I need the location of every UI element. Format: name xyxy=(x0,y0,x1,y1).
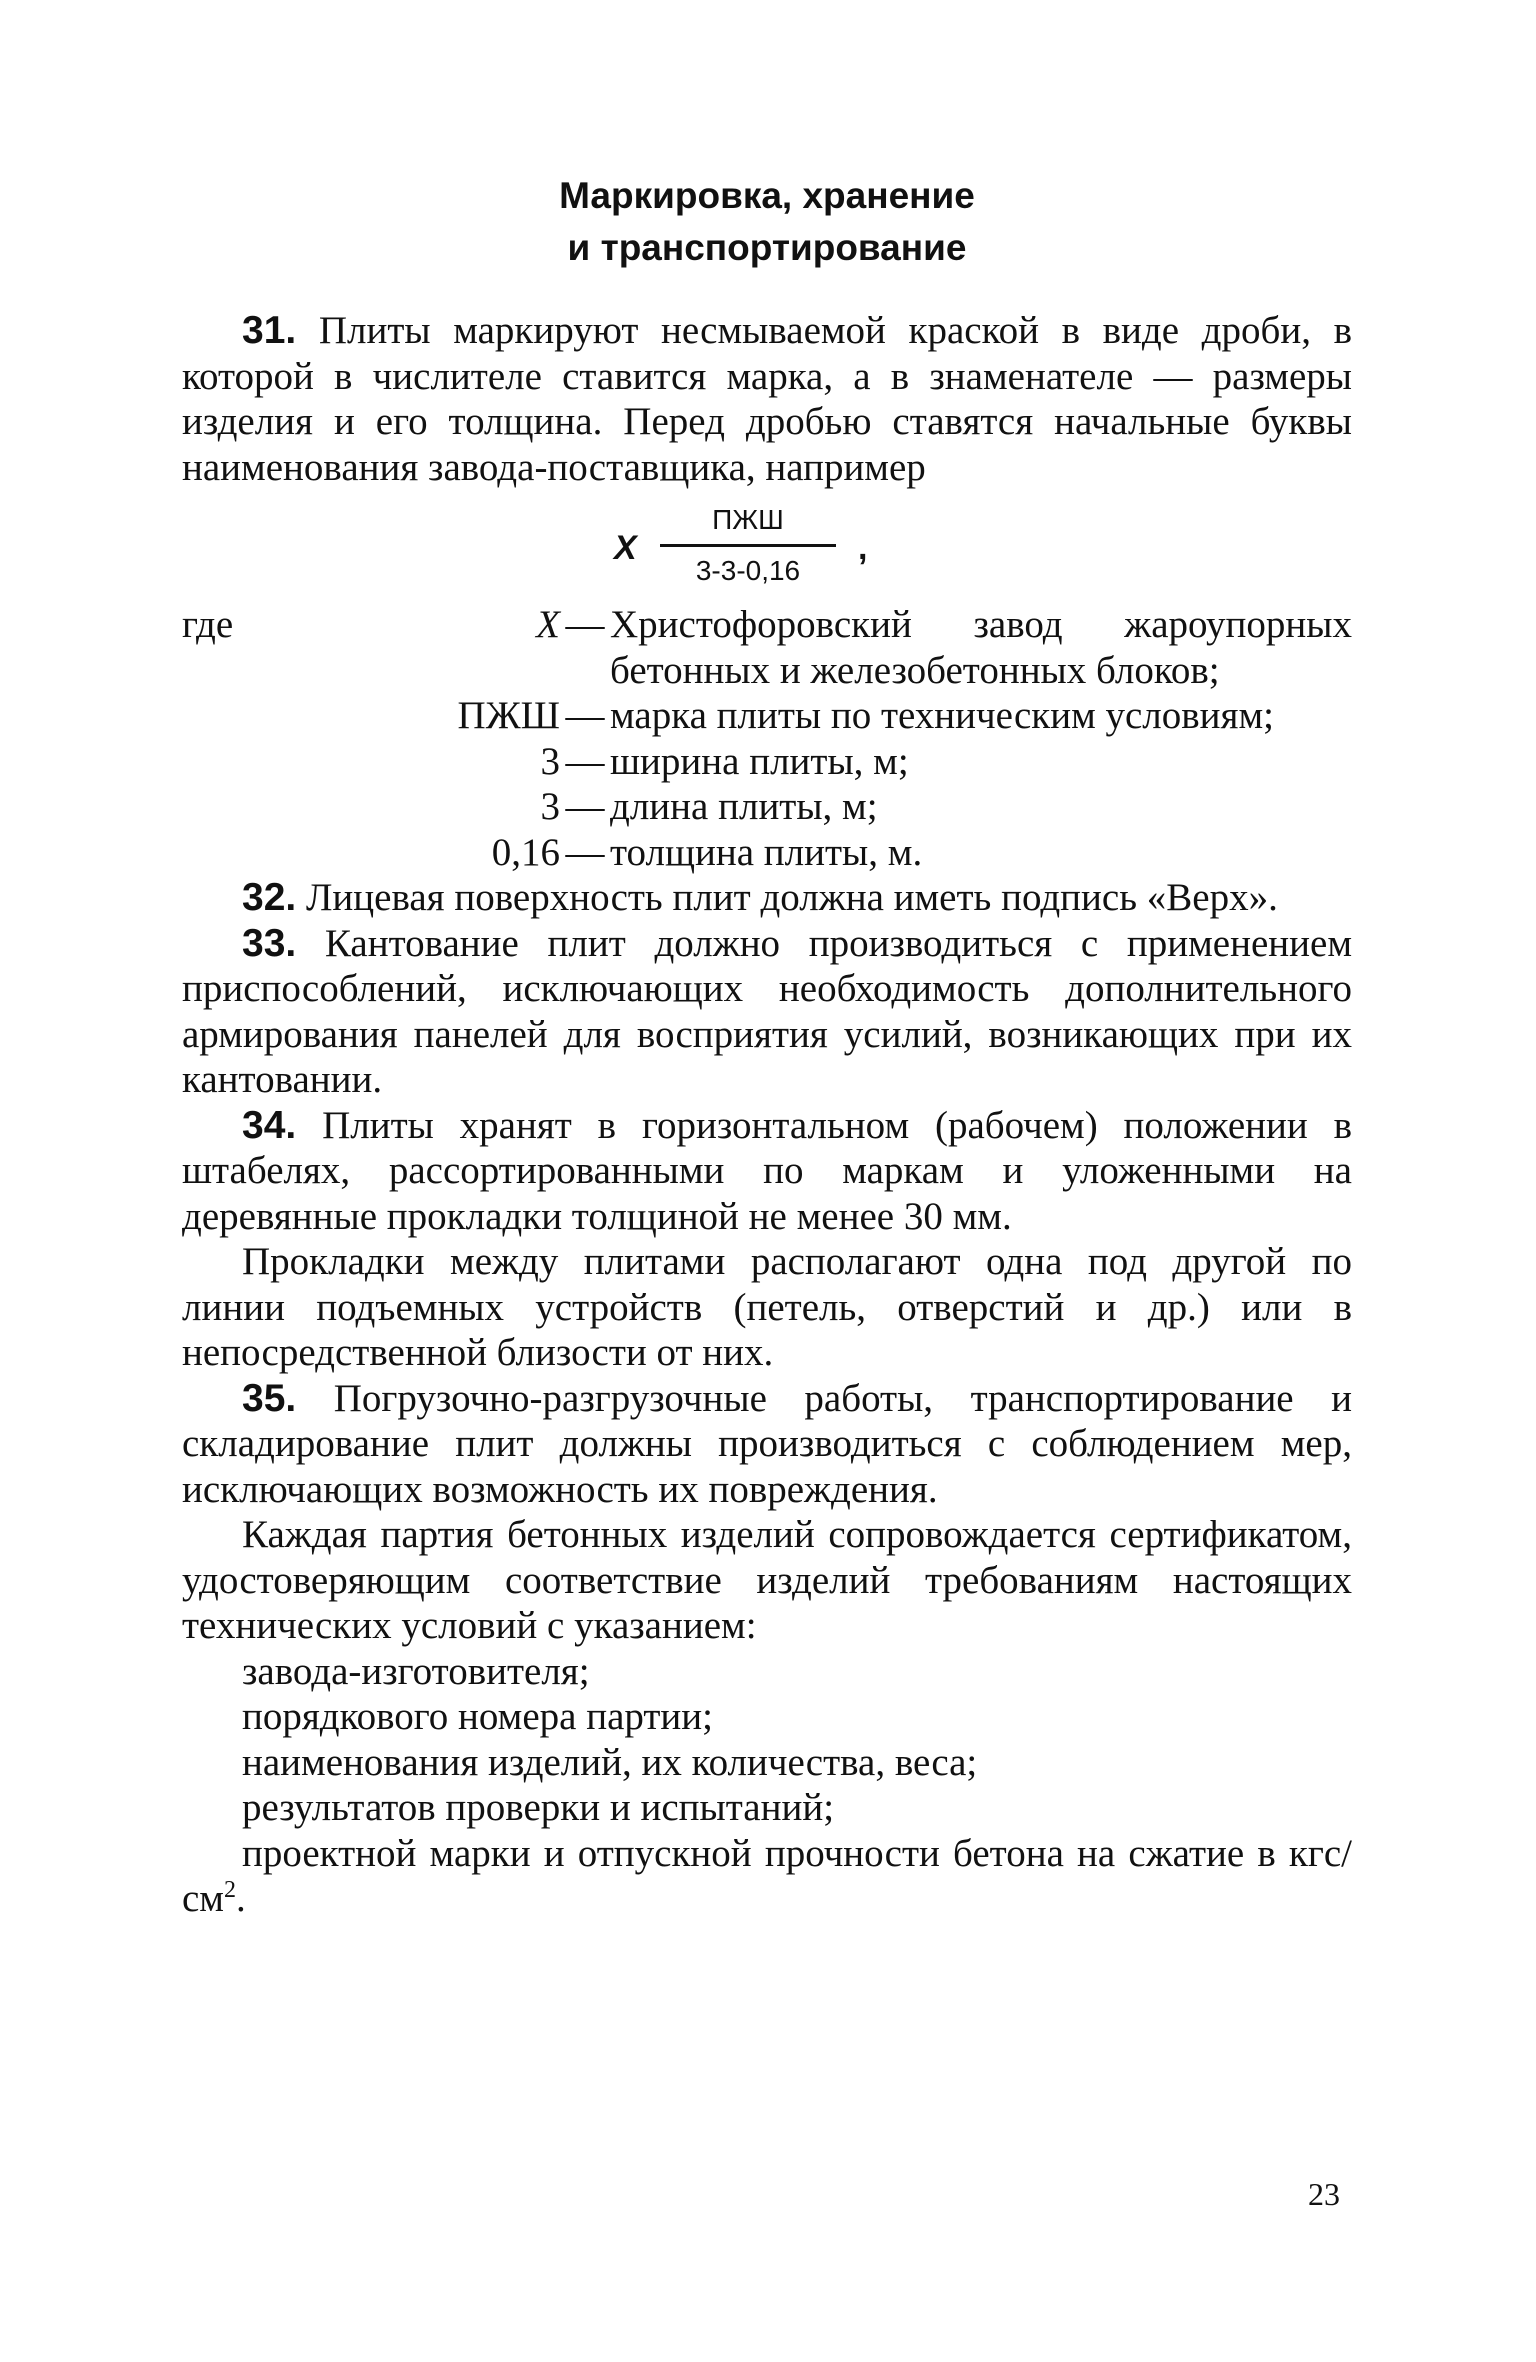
legend-description: Христофоровский завод жароупорных бетонных и железобетонных блоков; xyxy=(610,603,1352,692)
paragraph-text: Лицевая поверхность плит должна иметь подпись «Верх». xyxy=(305,876,1278,919)
legend-row xyxy=(182,830,1352,876)
list-item-last xyxy=(182,1831,1352,1922)
fraction-denominator: 3-3-0,16 xyxy=(695,555,801,586)
paragraph-31 xyxy=(182,308,1352,490)
legend-symbol: ПЖШ xyxy=(457,694,560,737)
fraction-comma: , xyxy=(858,529,868,567)
paragraph-34-continued xyxy=(182,1239,1352,1376)
legend-description: длина плиты, м; xyxy=(610,785,878,828)
list-item: порядкового номера партии; xyxy=(242,1695,714,1738)
legend-symbol: Х xyxy=(536,603,560,646)
paragraph-number: 32. xyxy=(242,876,297,919)
heading-line-2: и транспортирование xyxy=(567,227,967,268)
heading-line-1: Маркировка, хранение xyxy=(559,175,975,216)
paragraph-33 xyxy=(182,921,1352,1103)
paragraph-text: Прокладки между плитами располагают одна под другой по линии подъемных устройств (петель, отверстий и др.) или в непосредственной близости от них. xyxy=(182,1240,1352,1374)
marking-example xyxy=(182,490,1352,602)
paragraph-number: 31. xyxy=(242,309,297,352)
paragraph-number: 34. xyxy=(242,1103,297,1147)
legend-dash: — xyxy=(565,785,605,828)
list-item: результатов проверки и испытаний; xyxy=(242,1786,835,1829)
paragraph-number: 35. xyxy=(242,1376,297,1420)
legend-symbol: 0,16 xyxy=(491,830,560,874)
legend-row xyxy=(182,739,1352,785)
fraction-body xyxy=(648,500,848,591)
paragraph-35 xyxy=(182,1376,1352,1513)
paragraph-number: 33. xyxy=(242,921,297,965)
legend-row xyxy=(182,602,1352,693)
paragraph-text: Погрузочно-разгрузочные работы, транспортирование и складирование плит должны производиться с соблюдением мер, исключающих возможность их повреждения. xyxy=(182,1376,1353,1511)
legend-description: толщина плиты, м. xyxy=(610,830,923,874)
paragraph-32 xyxy=(182,875,1352,921)
legend-dash: — xyxy=(565,739,605,783)
legend-symbol: 3 xyxy=(540,739,560,783)
list-item-text: проектной марки и отпускной прочности бетона на сжатие в кгс/см xyxy=(182,1831,1352,1920)
legend-description: ширина плиты, м; xyxy=(610,739,909,783)
section-heading xyxy=(182,170,1352,274)
legend-dash: — xyxy=(565,830,605,874)
paragraph-34 xyxy=(182,1103,1352,1240)
legend-table xyxy=(182,602,1352,875)
paragraph-text: Каждая партия бетонных изделий сопровождается сертификатом, удостоверяющим соответствие изделий требованиям настоящих технических условий с указанием: xyxy=(182,1513,1352,1647)
legend-where: где xyxy=(182,603,234,646)
paragraph-text: Плиты хранят в горизонтальном (рабочем) положении в штабелях, рассортированными по маркам и уложенными на деревянные прокладки толщиной не менее 30 мм. xyxy=(182,1103,1353,1238)
list-item: завода-изготовителя; xyxy=(242,1649,590,1693)
legend-symbol: 3 xyxy=(540,785,560,828)
paragraph-text: Кантование плит должно производиться с применением приспособлений, исключающих необходимость дополнительного армирования панелей для восприятия усилий, возникающих при их кантовании. xyxy=(182,921,1352,1101)
fraction-prefix: Х xyxy=(614,529,637,567)
legend-description: марка плиты по техническим условиям; xyxy=(610,694,1275,737)
list-item: наименования изделий, их количества, веса; xyxy=(242,1740,978,1784)
legend-dash: — xyxy=(565,694,605,737)
paragraph-35-continued xyxy=(182,1512,1352,1649)
page-number: 23 xyxy=(1308,2176,1340,2212)
paragraph-text: Плиты маркируют несмываемой краской в виде дроби, в которой в числителе ставится марка, а в знаменателе — размеры изделия и его толщина. Перед дробью ставятся начальные буквы наименования завода-поставщика, например xyxy=(182,309,1352,489)
legend-row xyxy=(182,693,1352,739)
list-item-end: . xyxy=(236,1877,246,1920)
legend-row xyxy=(182,784,1352,830)
fraction-numerator: ПЖШ xyxy=(660,500,836,547)
legend-dash: — xyxy=(565,603,605,646)
document-page xyxy=(182,170,1352,1922)
superscript: 2 xyxy=(224,1877,236,1903)
